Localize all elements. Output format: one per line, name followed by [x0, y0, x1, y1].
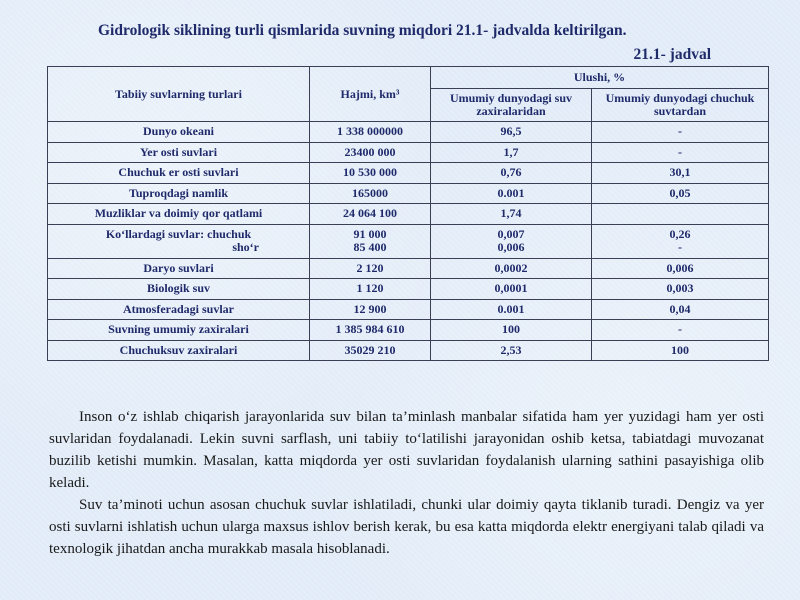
row-type: Dunyo okeani — [48, 122, 310, 143]
row-volume-lakes — [310, 224, 431, 258]
paragraph: Suv ta’minoti uchun asosan chuchuk suvlar ishlatiladi, chunki ular doimiy qayta tiklanib turadi. Dengiz va yer osti suvlarni ishlatish uchun ularga maxsus ishlov berish kerak, bu esa katta miqdorda elektr energiyani talab qiladi va texnologik jihatdan ancha murakkab masala hisoblanadi. — [49, 497, 764, 557]
row-type: Suvning umumiy zaxiralari — [48, 320, 310, 341]
row-volume-line2: 85 400 — [353, 240, 387, 254]
row-fresh: 100 — [592, 340, 769, 361]
row-volume: 1 338 000000 — [310, 122, 431, 143]
row-volume: 35029 210 — [310, 340, 431, 361]
row-fresh: 0,05 — [592, 183, 769, 204]
row-volume: 165000 — [310, 183, 431, 204]
row-fresh: - — [592, 320, 769, 341]
row-type: Yer osti suvlari — [48, 142, 310, 163]
water-table — [47, 66, 769, 361]
row-world-line1: 0,007 — [497, 227, 525, 241]
body-text — [49, 406, 764, 560]
row-world-lakes — [431, 224, 592, 258]
row-type: Biologik suv — [48, 279, 310, 300]
row-fresh-line2: - — [678, 240, 682, 254]
table-row — [48, 258, 769, 279]
row-world-line2: 0,006 — [497, 240, 525, 254]
table-row — [48, 163, 769, 184]
page-title: Gidrologik siklining turli qismlarida suvning miqdori 21.1- jadvalda keltirilgan. — [98, 22, 627, 39]
row-type: Chuchuk er osti suvlari — [48, 163, 310, 184]
row-world: 1,7 — [431, 142, 592, 163]
table-row — [48, 320, 769, 341]
table-row — [48, 340, 769, 361]
row-volume: 2 120 — [310, 258, 431, 279]
row-volume: 24 064 100 — [310, 204, 431, 225]
row-world: 0.001 — [431, 299, 592, 320]
row-fresh: 0,003 — [592, 279, 769, 300]
table-row — [48, 204, 769, 225]
header-share-world: Umumiy dunyodagi suv zaxiralaridan — [431, 89, 592, 122]
row-fresh — [592, 204, 769, 225]
row-world: 1,74 — [431, 204, 592, 225]
row-volume-line1: 91 000 — [353, 227, 387, 241]
row-fresh: - — [592, 122, 769, 143]
row-world: 0,76 — [431, 163, 592, 184]
row-type-line1: Ko‘llardagi suvlar: chuchuk — [105, 227, 252, 241]
row-world: 0,0001 — [431, 279, 592, 300]
row-type: Tuproqdagi namlik — [48, 183, 310, 204]
table-row — [48, 122, 769, 143]
row-fresh-lakes — [592, 224, 769, 258]
header-type: Tabiiy suvlarning turlari — [48, 67, 310, 122]
row-volume: 10 530 000 — [310, 163, 431, 184]
row-volume: 23400 000 — [310, 142, 431, 163]
row-volume: 12 900 — [310, 299, 431, 320]
paragraph: Inson o‘z ishlab chiqarish jarayonlarida suv bilan ta’minlash manbalar sifatida ham yer yuzidagi ham yer osti suvlaridan foydalanadi. Lekin suvni sarflash, uni tabiiy to‘latilishi jarayonidan oshib ketsa, tabiatdagi muvozanat buzilib ketishi mumkin. Masalan, katta miqdorda yer osti suvlaridan foydalanish ularning sathini pasayishiga olib keladi. — [49, 409, 764, 491]
header-share: Ulushi, % — [431, 67, 769, 89]
row-type: Atmosferadagi suvlar — [48, 299, 310, 320]
row-type: Chuchuksuv zaxiralari — [48, 340, 310, 361]
table-row — [48, 299, 769, 320]
row-world: 96,5 — [431, 122, 592, 143]
header-share-fresh: Umumiy dunyodagi chuchuk suvtardan — [592, 89, 769, 122]
table-row — [48, 279, 769, 300]
table-label: 21.1- jadval — [633, 46, 711, 63]
row-type-line2: sho‘r — [232, 240, 259, 254]
table-row — [48, 224, 769, 258]
table-row — [48, 183, 769, 204]
row-type: Muzliklar va doimiy qor qatlami — [48, 204, 310, 225]
row-fresh: 0,006 — [592, 258, 769, 279]
row-type-lakes — [48, 224, 310, 258]
row-fresh: - — [592, 142, 769, 163]
row-fresh: 0,04 — [592, 299, 769, 320]
header-volume: Hajmi, km³ — [310, 67, 431, 122]
row-world: 0,0002 — [431, 258, 592, 279]
row-type: Daryo suvlari — [48, 258, 310, 279]
table-row — [48, 142, 769, 163]
row-volume: 1 120 — [310, 279, 431, 300]
row-world: 0.001 — [431, 183, 592, 204]
row-volume: 1 385 984 610 — [310, 320, 431, 341]
row-fresh: 30,1 — [592, 163, 769, 184]
row-world: 2,53 — [431, 340, 592, 361]
row-fresh-line1: 0,26 — [669, 227, 691, 241]
row-world: 100 — [431, 320, 592, 341]
